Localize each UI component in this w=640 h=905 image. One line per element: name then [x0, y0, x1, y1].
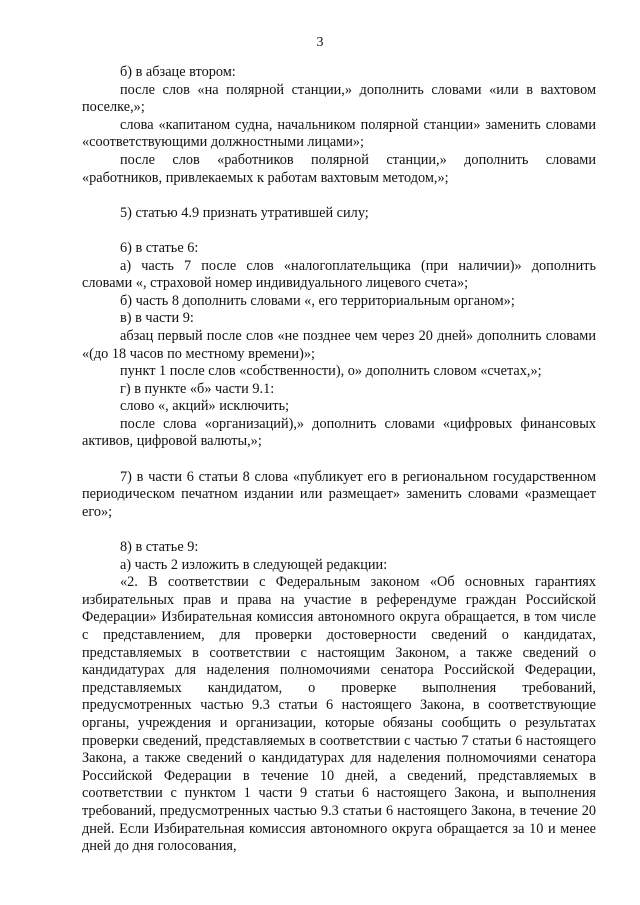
- paragraph: слова «капитаном судна, начальником полярной станции» заменить словами «соответствующими должностными лицами»;: [82, 116, 596, 151]
- paragraph: слово «, акций» исключить;: [120, 398, 290, 415]
- paragraph: «2. В соответствии с Федеральным законом «Об основных гарантиях избирательных прав и права на участие в референдуме граждан Российской Федерации» Избирательная комиссия автономного округа обращается, в том числе с представлением, для проверки достоверности сведений о кандидатах, представляемых в соответствии с настоящим Законом, а также сведений о кандидатурах для наделения полномочиями сенатора Российской Федерации, представляемых кандидатом, о проверке выполнения требований, предусмотренных частью 9.3 статьи 6 настоящего Закона, в соответствующие органы, учреждения и организации, которые обязаны сообщить о результатах проверки сведений, представляемых в соответствии с частью 7 статьи 6 настоящего Закона, а также сведений о кандидатурах для наделения полномочиями сенатора Российской Федерации в течение 10 дней, а сведений, представляемых в соответствии с пунктом 1 части 9 статьи 6 настоящего Закона, и выполнения требований, предусмотренных частью 9.3 статьи 6 настоящего Закона, в течение 20 дней. Если Избирательная комиссия автономного округа обращается за 10 и менее дней до дня голосования,: [82, 574, 596, 855]
- paragraph: 5) статью 4.9 признать утратившей силу;: [120, 204, 369, 221]
- paragraph: после слова «организаций),» дополнить словами «цифровых финансовых активов, цифровой валюты,»;: [82, 415, 596, 450]
- document-body: [82, 64, 596, 856]
- paragraph: 7) в части 6 статьи 8 слова «публикует его в региональном государственном периодическом печатном издании или размещает» заменить словами «размещает его»;: [82, 468, 596, 520]
- paragraph: в) в части 9:: [120, 310, 194, 327]
- paragraph: а) часть 2 изложить в следующей редакции:: [120, 556, 388, 573]
- paragraph: после слов «на полярной станции,» дополнить словами «или в вахтовом поселке,»;: [82, 81, 596, 116]
- paragraph: г) в пункте «б» части 9.1:: [120, 380, 275, 397]
- page-number: 3: [316, 35, 324, 50]
- paragraph: а) часть 7 после слов «налогоплательщика (при наличии)» дополнить словами «, страховой номер индивидуального лицевого счета»;: [82, 257, 596, 292]
- paragraph: б) часть 8 дополнить словами «, его территориальным органом»;: [120, 292, 515, 309]
- paragraph: пункт 1 после слов «собственности), о» дополнить словом «счетах,»;: [120, 363, 542, 380]
- paragraph-gap: [82, 222, 596, 240]
- paragraph-gap: [82, 451, 596, 469]
- paragraph: 8) в статье 9:: [120, 539, 199, 556]
- paragraph-gap: [82, 187, 596, 205]
- paragraph-gap: [82, 521, 596, 539]
- paragraph: абзац первый после слов «не позднее чем через 20 дней» дополнить словами «(до 18 часов по местному времени)»;: [82, 327, 596, 362]
- paragraph: 6) в статье 6:: [120, 239, 199, 256]
- paragraph: после слов «работников полярной станции,» дополнить словами «работников, привлекаемых к работам вахтовым методом,»;: [82, 151, 596, 186]
- paragraph: б) в абзаце втором:: [120, 64, 236, 80]
